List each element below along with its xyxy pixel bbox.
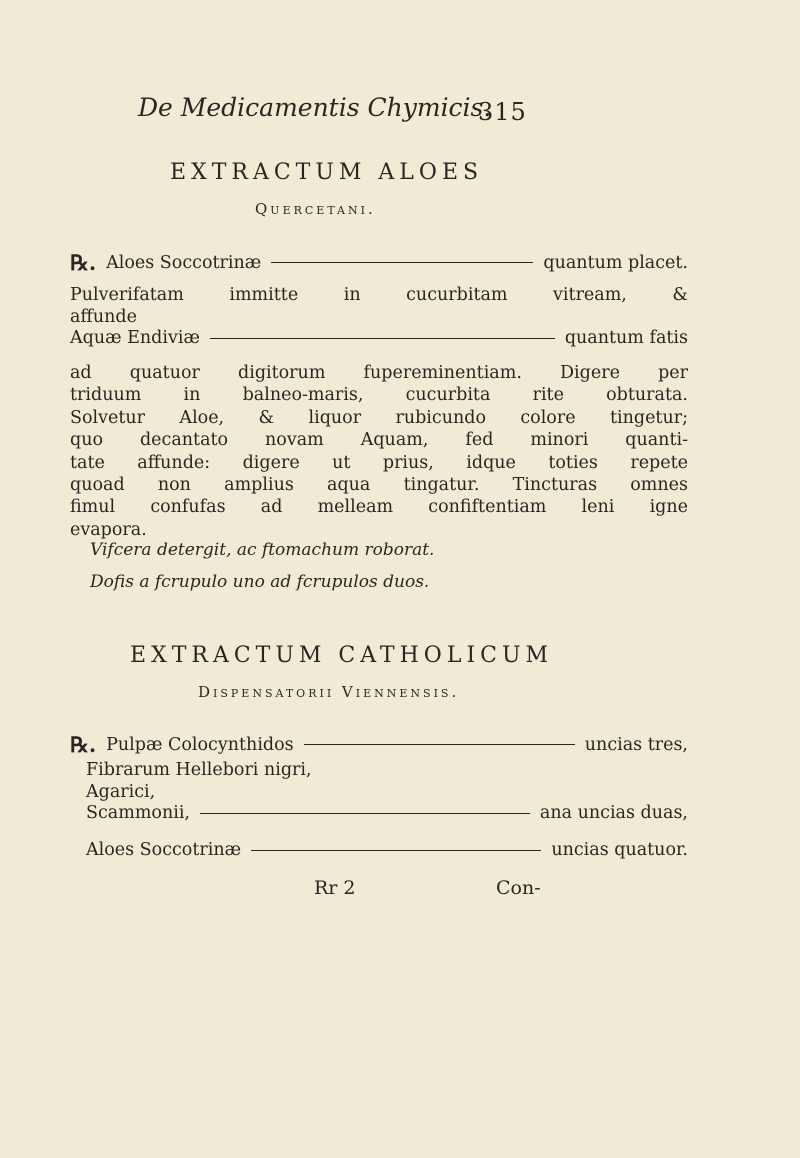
note-dosage: Dofis a fcrupulo uno ad fcrupulos duos.	[90, 572, 430, 592]
note-virtues: Vifcera detergit, ac ftomachum roborat.	[90, 540, 435, 560]
recipe-symbol: ℞.	[70, 732, 97, 757]
page-number: 315	[478, 98, 527, 126]
text-line: quo decantato novam Aquam, fed minori quanti-	[70, 430, 688, 451]
text-line: quoad non amplius aqua tingatur. Tincturas omnes	[70, 475, 688, 496]
ingredient-name: Scammonii,	[86, 803, 190, 823]
section-title-extractum-aloes: EXTRACTUM ALOES	[170, 160, 484, 185]
ingredient-quantity: ana uncias duas,	[539, 803, 688, 823]
ingredient-quantity: quantum placet.	[543, 252, 688, 273]
dash-rule	[210, 338, 555, 339]
text-line: ad quatuor digitorum fupereminentiam. Digere per	[70, 363, 688, 383]
recipe-line-pulpae	[70, 732, 688, 757]
recipe-line-scammonii	[86, 803, 688, 823]
text-line: fimul confufas ad melleam confiftentiam leni igne	[70, 497, 688, 518]
ingredient-quantity: quantum fatis	[564, 328, 688, 348]
dash-rule	[304, 744, 575, 745]
text-line: affunde	[70, 307, 137, 328]
running-header-title: De Medicamentis Chymicis.	[138, 93, 492, 122]
section-subtitle-quercetani: Quercetani.	[255, 200, 376, 218]
dash-rule	[271, 262, 533, 263]
body-paragraph	[70, 362, 688, 541]
ingredient-name: Aloes Soccotrinæ	[106, 252, 262, 273]
text-line: Pulverifatam immitte in cucurbitam vitream, &	[70, 285, 688, 305]
dash-rule	[200, 813, 530, 814]
ingredient-name: Aloes Soccotrinæ	[86, 840, 242, 860]
section-title-extractum-catholicum: EXTRACTUM CATHOLICUM	[130, 643, 554, 668]
signature-mark: Rr 2	[314, 877, 356, 899]
ingredient-fibrarum: Fibrarum Hellebori nigri,	[86, 760, 312, 780]
text-line: evapora.	[70, 519, 147, 540]
ingredient-quantity: uncias quatuor.	[551, 840, 688, 860]
dash-rule	[251, 850, 541, 851]
ingredient-name: Aquæ Endiviæ	[70, 328, 200, 348]
section-subtitle-dispensatorii: Dispensatorii Viennensis.	[198, 683, 460, 701]
recipe-line-aloes-soccotrinae	[86, 840, 688, 860]
catchword: Con-	[496, 877, 541, 899]
recipe-symbol: ℞.	[70, 250, 97, 275]
text-line: Solvetur Aloe, & liquor rubicundo colore tingetur;	[70, 407, 688, 428]
recipe-line-aloes	[70, 250, 688, 275]
instruction-lines	[70, 284, 688, 329]
recipe-line-aqua	[70, 328, 688, 348]
text-line: tate affunde: digere ut prius, idque toties repete	[70, 452, 688, 473]
text-line: triduum in balneo-maris, cucurbita rite obturata.	[70, 385, 688, 406]
ingredient-quantity: uncias tres,	[584, 734, 688, 755]
ingredient-agarici: Agarici,	[86, 782, 156, 802]
ingredient-name: Pulpæ Colocynthidos	[106, 734, 294, 755]
